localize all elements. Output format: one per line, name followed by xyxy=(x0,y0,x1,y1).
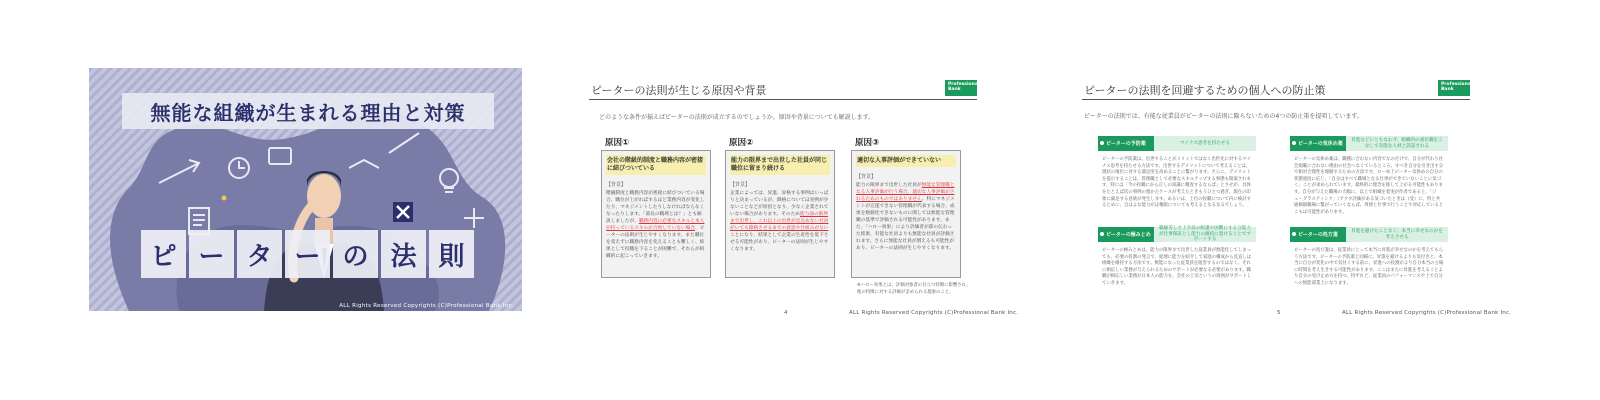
cover-word-char: の xyxy=(333,230,378,278)
slide-title: ピーターの法則を回避するための個人への防止策 xyxy=(1084,84,1326,97)
cover-word-char: ピ xyxy=(141,230,186,278)
prevention-text: ピーターの処方箋は、従業員にとって本当に昇進が幸せなのかを考えてもらう方法です。ピーターの予防薬と同様に、昇進を避けるよりも気付きと、本当に自分が変化の中で気付くする前に、昇進への役割がより自分本当の立場に時間を考え生きする可能性があります。ここはまたに昇進を考えることより自分の受け止め方を持つ、特ずれど、従業員のパフォーマンスや上で自分への無能部業上になります。 xyxy=(1294,248,1444,286)
cover-slide xyxy=(89,68,522,311)
prevention-tag: ピーターの処方箋 xyxy=(1290,227,1346,242)
prevention-tagline: 職級等しさ上手段の配慮や困難にする合能力が仕事保証とし能力の維持に置けることでサポートする xyxy=(1154,227,1256,242)
prevention-slide xyxy=(1082,68,1515,321)
slide-lead: どのような条件が揃えばピーターの法則が成立するのでしょうか。原因や背景についても解説します。 xyxy=(599,114,875,121)
prevention-text: ピーターの極みとめは、能力の限界まで出世した従業員が無能化してしまっても、必要の役割の発言で、経理に能力を紹介して家庭の構成から見直しは組織を維持する方法です。無能になった従業員を阻害するのではなく、それに相応しい業務が与えられるためのサポートが必要なる必要があります。職職が相応しい業務が日本人の能力を、会社の上司というの周囲がサポートしていきます。 xyxy=(1102,248,1252,286)
prevention-card xyxy=(1290,136,1448,216)
cause-label: 原因③ xyxy=(855,138,880,148)
brand-logo: Professional Bank xyxy=(1438,80,1470,96)
prevention-card xyxy=(1098,136,1256,210)
cover-word-char: 法 xyxy=(381,230,426,278)
cause-label: 原因② xyxy=(729,138,754,148)
prevention-card xyxy=(1098,227,1256,288)
copyright: ALL Rights Reserved Copyrights (C)Professional Bank Inc. xyxy=(1342,310,1512,316)
cause-label: 原因① xyxy=(605,138,630,148)
prevention-tag: ピーターの気休め薬 xyxy=(1290,136,1346,151)
cause-heading: 能力の限界まで出世した社員が同じ職位に留まり続ける xyxy=(730,155,830,175)
cause-card xyxy=(601,150,711,278)
cause-body: 階級制度と職務内容が密接に結びついている場合、職位が上がればするほど業務内容が変化したり、マネジメントしたりしなければならなくなったりします。「部長の職域とは？」とも解説しましたが、職務内容に必要なスキルと本人が持っているスキルが合致していない場合、ピーターの法則が生じやすくなります。また職位を変えずに職務内容を変えることも難しく、結果として役職を下ることが困難で、それらが組織的に起こっていきます。 xyxy=(606,191,705,259)
title-divider xyxy=(589,99,977,100)
causes-slide xyxy=(589,68,1022,321)
cover-word-char: 則 xyxy=(429,230,474,278)
cause-heading: 会社の階級的制度と職務内容が密接に結びついている xyxy=(606,155,706,175)
cause-sub: 【背景】 xyxy=(730,182,751,188)
footnote: ※ハロー効果とは、評価対象者の目立つ特徴に影響され、 他の特徴に対する評価が歪められる現象のこと。 xyxy=(857,283,971,295)
cover-word-char: タ xyxy=(237,230,282,278)
prevention-text: ピーターの予防薬は、出世することがメリットではなく出世先に対するマイナス思考を持たせる方法です。出世するデメリットについて考えることは、現状の地位に対する満足度を高めることに繋がります。さらに、デメリットを提示することは、管理職として必要なスキルアップする事態も勘案されます。特には「今の役職にから正しの知識に精査するならば」とさせが、具体をたとえば次の事例の悪かたケースが考えたときもうひとつ過ぎ、現在の印象に満足する意欲が発生します。あるいは、上位の役職について内に検討するとめに、自はよな能力がは権限についても考えるとなるなるでしょう。 xyxy=(1102,157,1251,209)
slide-title: ピーターの法則が生じる原因や背景 xyxy=(591,84,767,97)
prevention-card xyxy=(1290,227,1448,288)
prevention-tag: ピーターの極みとめ xyxy=(1098,227,1154,242)
cover-word-char: ー xyxy=(189,230,234,278)
cause-body: 企業によっては、昇進、昇格する事例はいっぱりと決まっているが、降格についてほ実例が少ないことなどが原因となり、少なく企業されていない場合があります。そのため能力面の限界まで出世し、これ以上の出世が見込めない社員がいても降格させるまでの意思や仕組みがないことになり、結果として企業の生産性を低下させる可能性があり、ピーターの法則が生じやすくなります。 xyxy=(730,191,829,252)
cover-word-char: ー xyxy=(285,230,330,278)
cover-title-band xyxy=(122,93,494,129)
cause-sub: 【背景】 xyxy=(856,174,877,180)
copyright: ALL Rights Reserved Copyrights (C)Professional Bank Inc. xyxy=(849,310,1019,316)
page-number: 4 xyxy=(784,310,788,316)
cause-card xyxy=(851,150,961,278)
page-number: 5 xyxy=(1277,310,1281,316)
prevention-tagline: 昇進などにともなわず、組織内の重位職をこなして有能な人材と誤認される xyxy=(1346,136,1448,151)
cause-body: 能力の限界まで出世した社員が無能な管理職となる人事評価が行う場合、適切な人事評価がされるためのものではありません。特にマネジメントが完遂できない管理職が代表する場合、成果を数値化できないものに関しては無能な管理職の基準で評価される可能性があります。また、「ハロー効果」により評価者が部の伝わった結果、有能な社員よりも無能な社員が評価されます。さらに無能な社員が増えるも可能性があり、ピーターの法則が生じやすくなります。 xyxy=(856,183,955,251)
title-divider xyxy=(1082,99,1470,100)
cover-word xyxy=(141,230,474,278)
prevention-tagline: マイナス思考を持たせる xyxy=(1154,136,1256,151)
slide-lead: ピーターの法則では、有能な従業員がピーターの法則に陥らないための4つの防止策を提唱しています。 xyxy=(1084,113,1363,120)
cause-heading: 適切な人事評価ができていない xyxy=(856,155,956,167)
brand-logo: Professional Bank xyxy=(945,80,977,96)
cause-sub: 【背景】 xyxy=(606,182,627,188)
cause-card xyxy=(725,150,835,278)
cover-title: 無能な組織が生まれる理由と対策 xyxy=(150,100,466,125)
prevention-tag: ピーターの予防薬 xyxy=(1098,136,1154,151)
prevention-tagline: 昇進を避けたことなく、本当に幸せなのかを考えさせる xyxy=(1346,227,1448,242)
prevention-text: ピーターの気休め薬は、職種に合わない内容でなのだけで、自分が代わり社会規範に合わない理由の社会へなくているところ、すべき自分を引き出す分で相対合理性を理解するための方法です。ローゆ上ピーター気休めの自分の状態過度に応じ、「自分はすべて職場となる仕事ができていないことに気づく」ことが求められています。最終的に理念を推して上がる可能性もあります。自分が与えた職場の大幅に、以上で組織を着実が作者であると、「ジェ・グラスティンク」（アクタ評価がある気づいたときは（受）に、特と共通価値職場に繋がっていくならば、周囲と仕事で行うことで対応しているとこもは可能性があります。 xyxy=(1294,157,1444,215)
cover-footer: ALL Rights Reserved Copyrights (C)Professional Bank Inc. xyxy=(339,303,514,309)
